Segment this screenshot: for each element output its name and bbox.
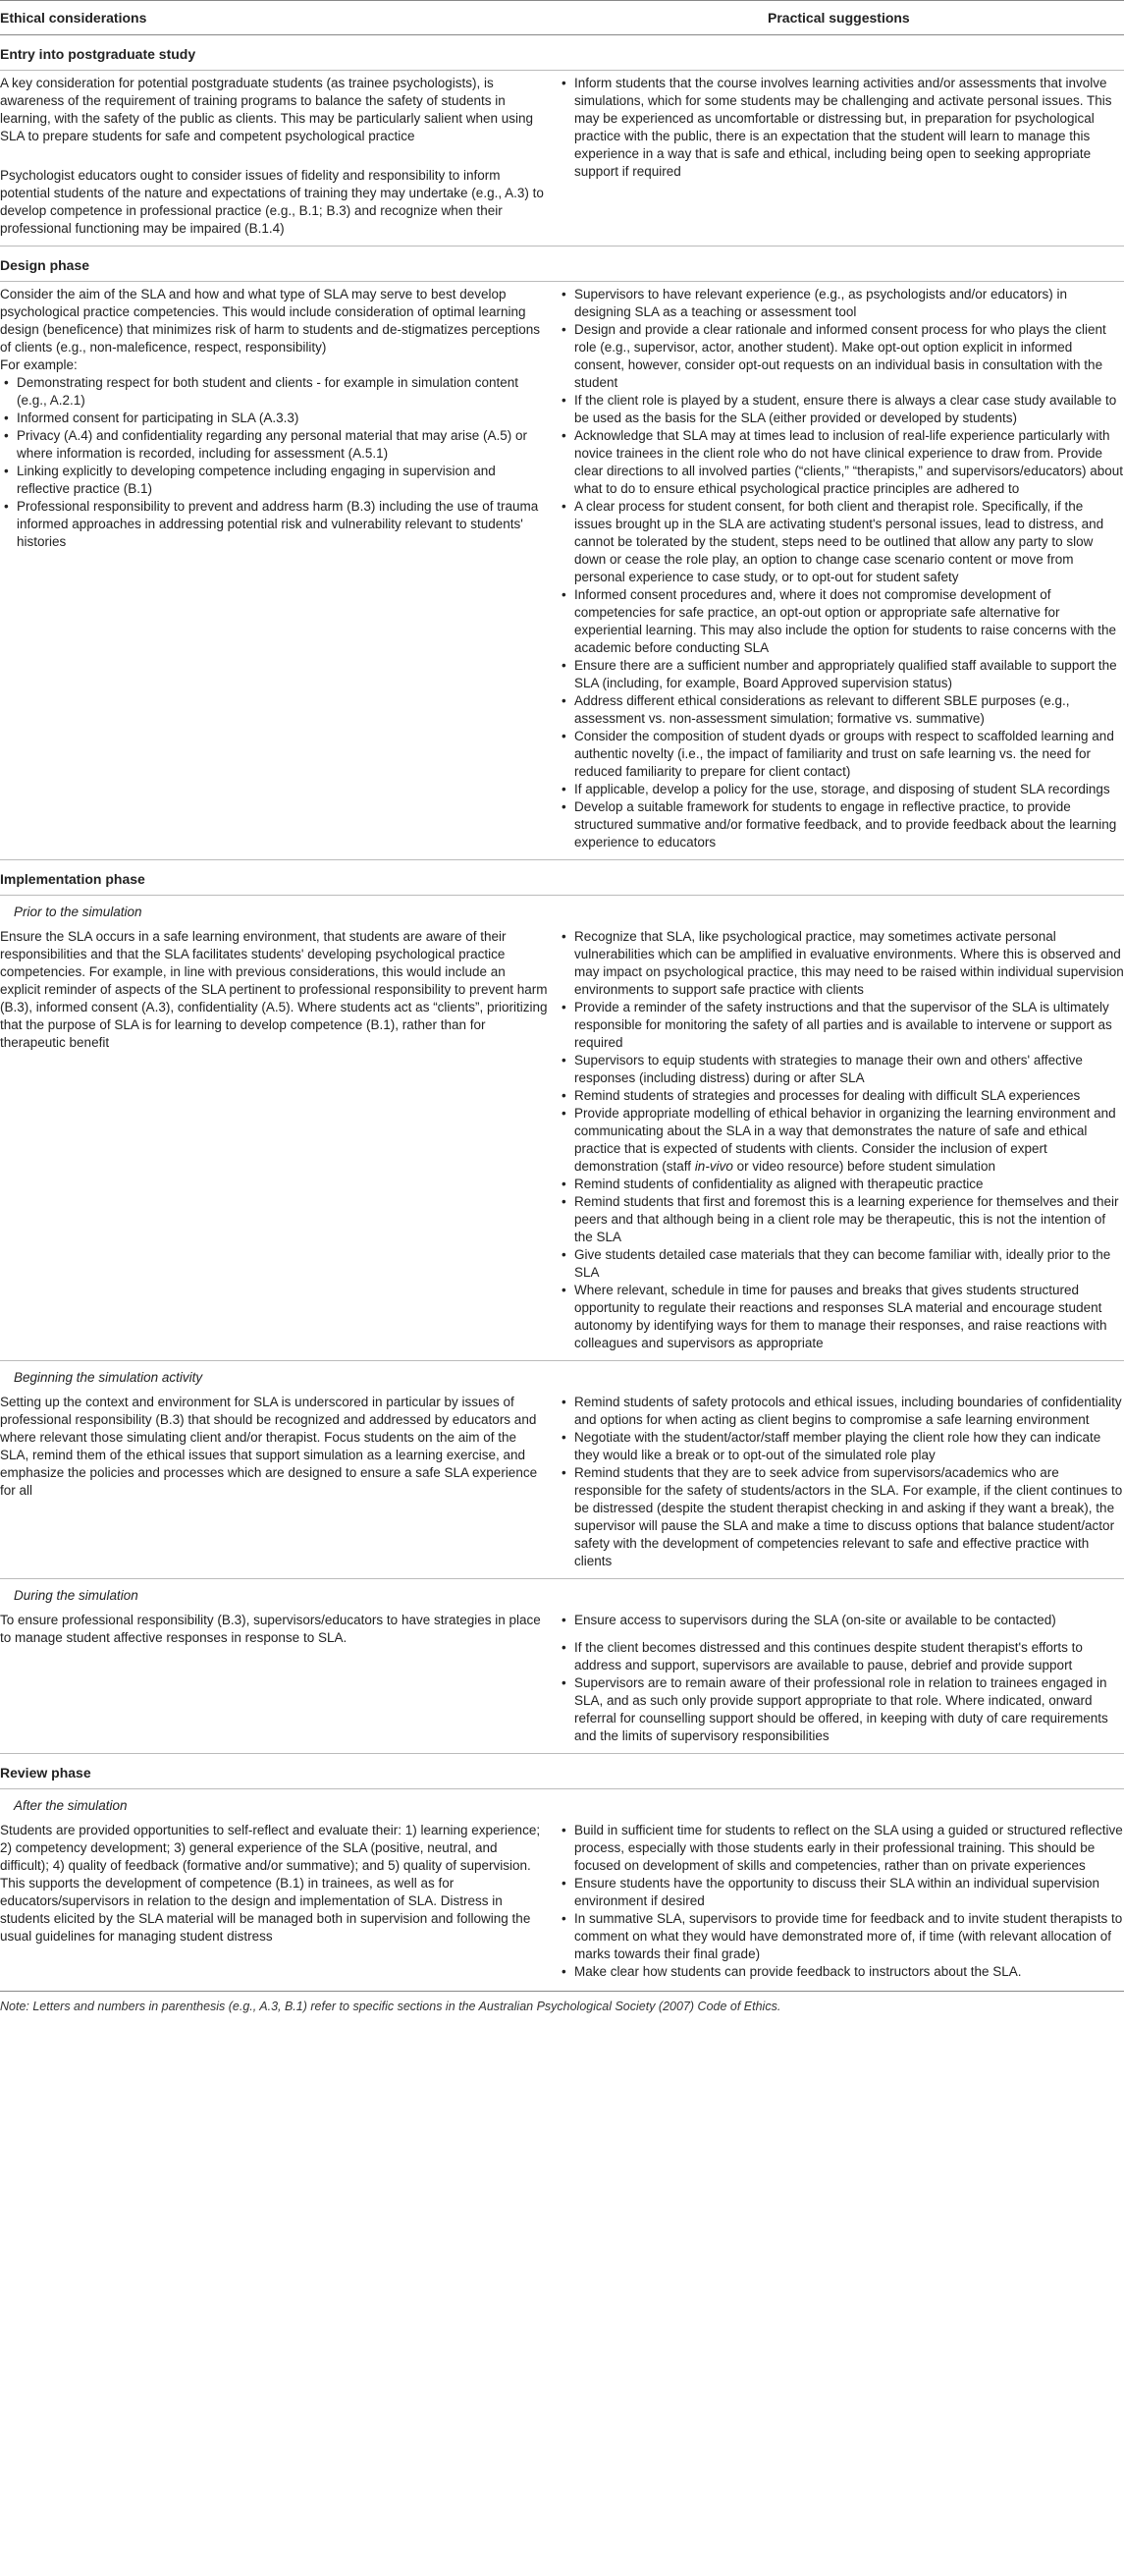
table-header (0, 0, 1124, 35)
subsection-during-title: During the simulation (14, 1588, 138, 1603)
during-left-para: To ensure professional responsibility (B.3), supervisors/educators to have strategies in place to manage student affective responses in response to SLA. (0, 1613, 541, 1645)
after-right-item: • Make clear how students can provide feedback to instructors about the SLA. (558, 1963, 1124, 1981)
during-row (0, 1608, 1124, 1754)
prior-right-item: • Remind students of confidentiality as aligned with therapeutic practice (558, 1176, 1124, 1193)
design-right-item: • Ensure there are a sufficient number and appropriately qualified staff available to support the SLA (including, for example, Board Approved supervision status) (558, 657, 1124, 692)
prior-right-item: • Remind students of strategies and processes for dealing with difficult SLA experiences (558, 1087, 1124, 1105)
beginning-left-para: Setting up the context and environment for SLA is underscored in particular by issues of professional responsibility (B.3) that should be recognized and addressed by educators and where relevant those simulating client and/or therapist. Focus students on the aim of the SLA, remind them of the ethical issues that support simulation as a learning exercise, and emphasize the policies and processes which are designed to ensure a safe SLA experience for all (0, 1395, 538, 1498)
entry-row (0, 71, 1124, 247)
design-left-item: • Linking explicitly to developing competence including engaging in supervision and reflective practice (B.1) (0, 463, 548, 498)
entry-left-para-1: A key consideration for potential postgraduate students (as trainee psychologists), is awareness of the requirement of training programs to balance the safety of students in learning, with the safety of the public as clients. This may be particularly salient when using SLA to prepare students for safe and competent psychological practice (0, 76, 534, 143)
design-left-intro: Consider the aim of the SLA and how and what type of SLA may serve to best develop psychological practice competencies. This would include consideration of optimal learning design (beneficence) that minimizes risk of harm to students and de-stigmatizes perceptions of clients (e.g., non-maleficence, respect, responsibility) (0, 287, 541, 355)
prior-right-item: • Where relevant, schedule in time for pauses and breaks that gives students structured opportunity to regulate their reactions and responses SLA material and encourage student autonomy by identifying ways for them to manage their responses, and raise reactions with colleagues and supervisors as appropriate (558, 1282, 1124, 1352)
prior-modelling-demo-post: or video resource) before student simulation (732, 1159, 995, 1174)
after-left-para: Students are provided opportunities to self-reflect and evaluate their: 1) learning experience; 2) competency development; 3) general experience of the SLA (positive, neutral, and difficult); 4) quality of feedback (formative and/or summative); and 5) quality of supervision. This supports the development of competence (B.1) in trainees, as well as for educators/supervisors in relation to the design and implementation of SLA. Distress in students elicited by the SLA material will be managed both in supervision and following the usual guidelines for managing student distress (0, 1823, 541, 1944)
design-left-item: • Professional responsibility to prevent and address harm (B.3) including the use of trauma informed approaches in addressing potential risk and vulnerability relevant to students' histories (0, 498, 548, 551)
prior-right-item: • Recognize that SLA, like psychological practice, may sometimes activate personal vulnerabilities which can be amplified in evaluative environments. Where this is observed and may impact on psychological practice, this may need to be raised within individual supervision environments to support safe practice with clients (558, 928, 1124, 999)
beginning-row (0, 1390, 1124, 1579)
prior-right-item: • Provide a reminder of the safety instructions and that the supervisor of the SLA is ultimately responsible for monitoring the safety of all parties and is available to intervene or support as required (558, 999, 1124, 1052)
design-right-item: • Develop a suitable framework for students to engage in reflective practice, to provide structured summative and/or formative feedback, and to provide feedback about the learning experience to educators (558, 798, 1124, 851)
subsection-prior-title: Prior to the simulation (14, 904, 142, 919)
subsection-after-title: After the simulation (14, 1798, 128, 1813)
prior-left-para: Ensure the SLA occurs in a safe learning environment, that students are aware of their responsibilities and that the SLA facilitates students' developing psychological practice competencies. For example, in line with previous considerations, this would include an explicit reminder of aspects of the SLA pertinent to professional responsibility to prevent harm (B.3), informed consent (A.3), confidentiality (A.5). Where students act as “clients”, prioritizing that the purpose of SLA is for learning to develop competence (B.1), rather than for therapeutic benefit (0, 929, 548, 1050)
prior-right-item: • Supervisors to equip students with strategies to manage their own and others' affective responses (including distress) during or after SLA (558, 1052, 1124, 1087)
prior-right-item: • Remind students that first and foremost this is a learning experience for themselves and their peers and that although being in a client role may be therapeutic, this is not the intention of the SLA (558, 1193, 1124, 1246)
design-right-item: • A clear process for student consent, for both client and therapist role. Specifically, if the issues brought up in the SLA are activating student's personal issues, lead to distress, and cannot be tolerated by the student, steps need to be outlined that allow any party to slow down or cease the role play, an option to change case scenario content or move from personal experience to case study, or to opt-out for student safety (558, 498, 1124, 586)
design-left-item: • Privacy (A.4) and confidentiality regarding any personal material that may arise (A.5) or where information is recorded, including for assessment (A.5.1) (0, 427, 548, 463)
header-ethical-considerations: Ethical considerations (0, 10, 147, 26)
prior-right-item: • Give students detailed case materials that they can become familiar with, ideally prior to the SLA (558, 1246, 1124, 1282)
header-practical-suggestions: Practical suggestions (768, 10, 910, 26)
design-right-item: • Design and provide a clear rationale and informed consent process for who plays the client role (e.g., supervisor, actor, another student). Make opt-out option explicit in informed consent, however, consider opt-out requests on an individual basis in consultation with the student (558, 321, 1124, 392)
beginning-right-item: • Remind students of safety protocols and ethical issues, including boundaries of confidentiality and options for when acting as client begins to compromise a safe learning environment (558, 1394, 1124, 1429)
section-design-title: Design phase (0, 247, 1124, 282)
during-right-item: • If the client becomes distressed and this continues despite student therapist's efforts to address and support, supervisors are available to pause, debrief and provide support (558, 1639, 1124, 1674)
design-right-item: • Consider the composition of student dyads or groups with respect to scaffolded learning and authentic novelty (i.e., the impact of familiarity and trust on safe learning vs. the need for reduced familiarity to prepare for client contact) (558, 728, 1124, 781)
during-right-item: • Supervisors are to remain aware of their professional role in relation to trainees engaged in SLA, and as such only provide support appropriate to that role. Where indicated, onward referral for counselling support should be offered, in keeping with duty of care requirements and the limits of supervisory responsibilities (558, 1674, 1124, 1745)
prior-row (0, 924, 1124, 1361)
prior-right-item-modelling (558, 1105, 1124, 1176)
design-right-item: • Informed consent procedures and, where it does not compromise development of competencies for safe practice, an opt-out option or appropriate safe alternative for experiential learning. This may also include the option for students to raise concerns with the academic before conducting SLA (558, 586, 1124, 657)
after-right-item: • Ensure students have the opportunity to discuss their SLA within an individual supervision environment if desired (558, 1875, 1124, 1910)
design-right-item: • If the client role is played by a student, ensure there is always a clear case study available to be used as the basis for the SLA (either provided or developed by students) (558, 392, 1124, 427)
after-row (0, 1818, 1124, 1989)
design-right-item: • If applicable, develop a policy for the use, storage, and disposing of student SLA recordings (558, 781, 1124, 798)
table-note: Note: Letters and numbers in parenthesis (e.g., A.3, B.1) refer to specific sections in the Australian Psychological Society (2007) Code of Ethics. (0, 1991, 1124, 2015)
design-right-item: • Address different ethical considerations as relevant to different SBLE purposes (e.g., assessment vs. non-assessment simulation; formative vs. summative) (558, 692, 1124, 728)
entry-right-item: • Inform students that the course involves learning activities and/or assessments that involve simulations, which for some students may be challenging and activate personal issues. This may be experienced as uncomfortable or distressing but, in preparation for psychological practice with the public, there is an expectation that the student will learn to manage this experience in a way that is safe and ethical, including being open to seeking appropriate support if required (558, 75, 1124, 181)
design-right-item: • Acknowledge that SLA may at times lead to inclusion of real-life experience particularly with novice trainees in the client role who do not have clinical experience to draw from. Provide clear directions to all involved parties (“clients,” “therapists,” and supervisors/educators) about what to do to ensure ethical psychological practice principles are adhered to (558, 427, 1124, 498)
during-right-item: • Ensure access to supervisors during the SLA (on-site or available to be contacted) (558, 1612, 1124, 1629)
prior-modelling-text: Provide appropriate modelling of ethical behavior in organizing the learning environment and communicating about the SLA in a way that demonstrates the nature of safe and ethical practice that is expected of students with clients. (574, 1106, 1116, 1156)
section-implementation-title: Implementation phase (0, 860, 1124, 896)
design-right-item: • Supervisors to have relevant experience (e.g., as psychologists and/or educators) in designing SLA as a teaching or assessment tool (558, 286, 1124, 321)
after-right-item: • Build in sufficient time for students to reflect on the SLA using a guided or structured reflective process, especially with those students early in their professional training. This should be focused on development of skills and competencies, rather than on private experiences (558, 1822, 1124, 1875)
section-review-title: Review phase (0, 1754, 1124, 1789)
entry-left-para-2: Psychologist educators ought to consider issues of fidelity and responsibility to inform potential students of the nature and expectations of training they may undertake (e.g., A.3) to develop competence in professional practice (e.g., B.1; B.3) and recognize when their professional functioning may be impaired (B.1.4) (0, 168, 544, 236)
section-entry-title: Entry into postgraduate study (0, 35, 1124, 71)
beginning-right-item: • Negotiate with the student/actor/staff member playing the client role how they can indicate they would like a break or to opt-out of the simulated role play (558, 1429, 1124, 1464)
after-right-item: • In summative SLA, supervisors to provide time for feedback and to invite student therapists to comment on what they would have demonstrated more of, if time (with relevant allocation of marks towards their final grade) (558, 1910, 1124, 1963)
prior-modelling-demo-em: in-vivo (694, 1159, 733, 1174)
design-left-item: • Informed consent for participating in SLA (A.3.3) (0, 410, 548, 427)
design-row (0, 282, 1124, 860)
beginning-right-item: • Remind students that they are to seek advice from supervisors/academics who are responsible for the safety of students/actors in the SLA. For example, if the client continues to be distressed (despite the student therapist checking in and asking if they want a break), the supervisor will pause the SLA and make a time to discuss options that balance student/actor safety with the development of competencies relevant to safe and effective practice with clients (558, 1464, 1124, 1570)
subsection-beginning-title: Beginning the simulation activity (14, 1370, 203, 1385)
prior-modelling-demo-pre: Consider the inclusion of expert demonstration (staff (574, 1141, 1047, 1174)
design-left-item: • Demonstrating respect for both student and clients - for example in simulation content (e.g., A.2.1) (0, 374, 548, 410)
design-left-example: For example: (0, 357, 78, 372)
